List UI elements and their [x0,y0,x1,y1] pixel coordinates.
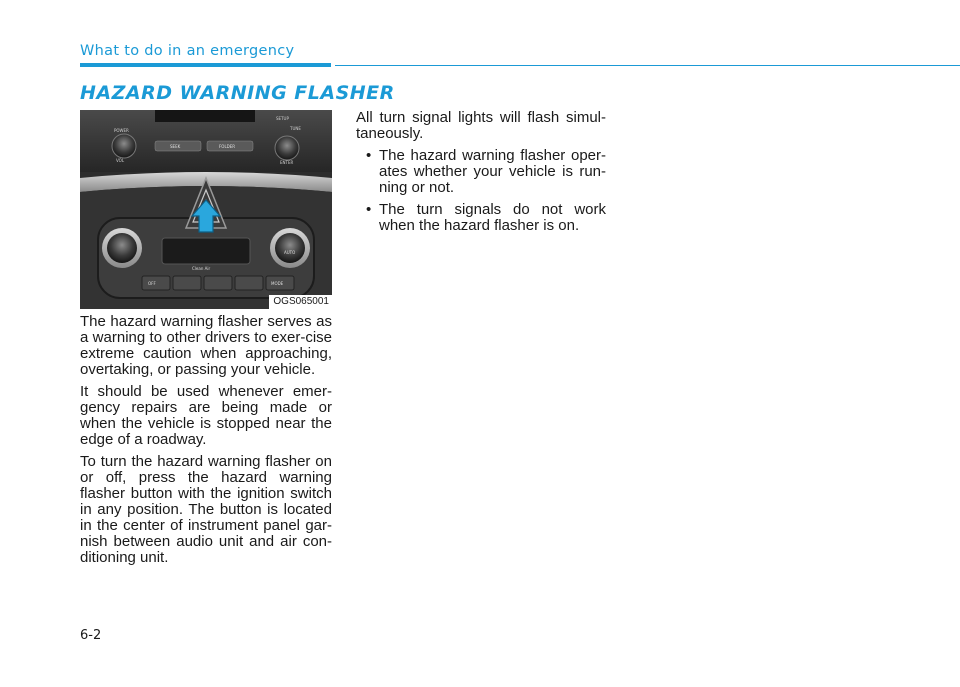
left-column [80,314,332,572]
chapter-title: What to do in an emergency [80,43,295,59]
list-item [356,202,606,234]
label-clean-air: Clean Air [192,266,211,271]
label-auto: AUTO [284,250,296,255]
label-setup: SETUP [276,116,289,121]
paragraph: It should be used whenever emer-gency repairs are being made or when the vehicle is stopped near the edge of a roadway. [80,383,332,448]
list-item-text: The hazard warning flasher oper-ates whether your vehicle is run-ning or not. [379,147,606,196]
list-item-text: The turn signals do not work when the hazard flasher is on. [379,201,606,234]
label-tune: TUNE [290,126,301,131]
section-title: HAZARD WARNING FLASHER [80,82,395,104]
label-power: POWER [114,128,129,133]
label-seek: SEEK [170,144,181,149]
right-column [356,110,606,240]
hazard-button-photo [80,110,332,309]
bullet-icon: • [366,147,372,164]
header-rule-thick [80,63,331,67]
page-number: 6-2 [80,628,102,643]
bullet-icon: • [366,201,372,218]
header-rule-thin [335,65,960,66]
list-item [356,148,606,196]
paragraph: The hazard warning flasher serves as a warning to other drivers to exer-cise extreme caution when approaching, overtaking, or passing your vehicle. [80,313,332,378]
label-vol: VOL [116,158,125,163]
dashboard-illustration [80,110,332,309]
bullet-list [356,148,606,234]
figure-code: OGS065001 [269,295,332,309]
label-folder: FOLDER [219,144,236,149]
label-mode: MODE [271,281,284,286]
label-off: OFF [148,281,156,286]
paragraph: All turn signal lights will flash simul-taneously. [356,109,606,142]
label-enter: ENTER [280,160,294,165]
paragraph: To turn the hazard warning flasher on or off, press the hazard warning flasher button with the ignition switch in any position. The button is located in the center of instrument panel gar-nish between audio unit and air con-ditioning unit. [80,453,332,566]
